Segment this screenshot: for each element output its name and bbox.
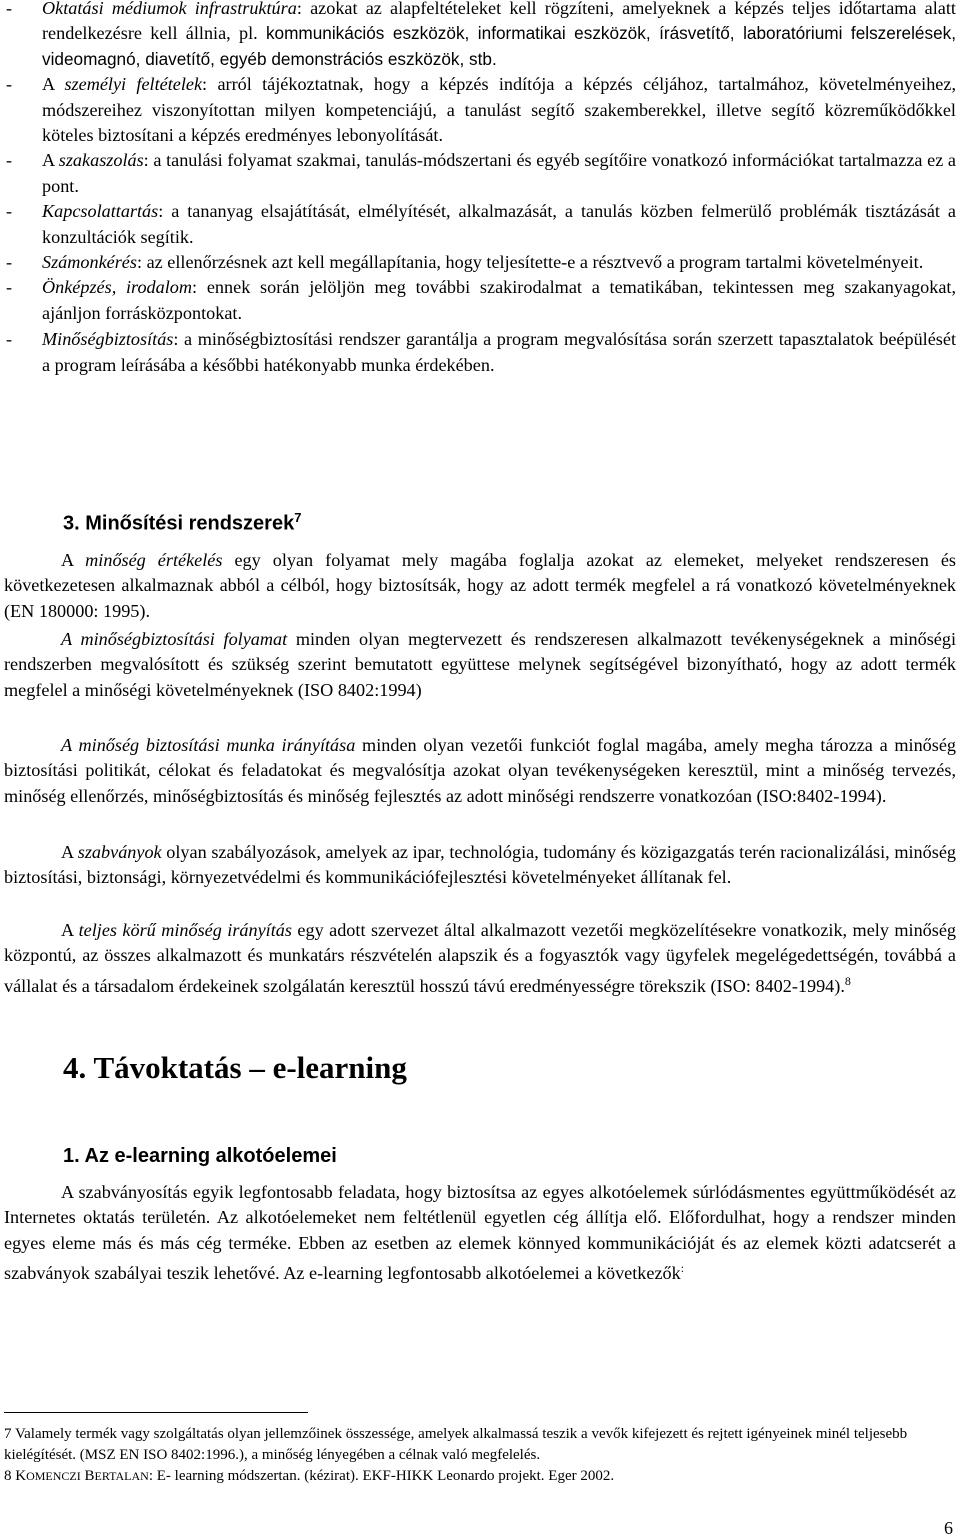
list-term: Kapcsolattartás [42, 201, 159, 222]
list-text: a tanulási folyamat szakmai, tanulás-módszertani és egyéb segítőire vonatkozó információkat tartalmazza ez a pont. [42, 150, 956, 196]
list-item: - A személyi feltételek: arról tájékoztatnak, hogy a képzés indítója a képzés céljához, tartalmához, követelményeihez, módszereihez viszonyítottan milyen kompetenciájú, a tanulást segítő szakemberekkel, illetve segítő közreműködőkkel köteles biztosítani a képzés eredményes lebonyolítását. [6, 74, 956, 146]
list-term: Önképzés, irodalom [42, 277, 193, 298]
list-item: - Oktatási médiumok infrastruktúra: azokat az alapfeltételeket kell rögzíteni, amelyeknek a képzés teljes időtartama alatt rendelkezésre kell állnia, pl. kommunikációs eszközök, informatikai eszközök, írásvetítő, laboratóriumi felszerelések, videomagnó, diavetítő, egyéb demonstrációs eszközök, stb. [4, 0, 956, 72]
list-text: azokat az alapfeltételeket kell rögzíteni, amelyeknek a képzés teljes időtartama alatt rendelkezésre kell állnia, pl. [42, 0, 956, 44]
list-term: személyi feltételek [64, 74, 203, 95]
chapter-title: 4. Távoktatás – e-learning [63, 1050, 407, 1085]
footnote-7: 7 Valamely termék vagy szolgáltatás olyan jellemzőinek összessége, amelyek alkalmassá teszik a vevők kifejezett és rejtett igényeinek minél teljesebb kielégítését. (MSZ EN ISO 8402:1996.), a minőség lényegében a célnak való megfelelés. [4, 1426, 908, 1463]
footnote-8: 8 KOMENCZI BERTALAN: E- learning módszertan. (kézirat). EKF-HIKK Leonardo projekt. Eger 2002. [4, 1468, 615, 1484]
section-heading-3: 3. Minősítési rendszerek$^7$ [63, 510, 302, 535]
paragraph: A minőség értékelés egy olyan folyamat mely magába foglalja azokat az elemeket, melyeket rendszeresen és következetesen alkalmaznak abból a célból, hogy biztosítsák, hogy az adott termék megfelel a rá vonatkozó követelményeknek (EN 180000: 1995). [4, 550, 956, 621]
paragraph: A szabványosítás egyik legfontosabb feladata, hogy biztosítsa az egyes alkotóelemek súrlódásmentes együttműködését az Internetes oktatás területén. Az alkotóelemeket nem feltétlenül egyetlen cég állítja elő. Előfordulhat, hogy a rendszer minden egyes eleme más és más cég terméke. Ebben az esetben az elemek könnyed kommunikációját és az elemek közti adatcserét a szabványok szabályai teszik lehetővé. Az e-learning legfontosabb alkotóelemei a következők: [4, 1182, 956, 1284]
list-term: szakaszolás [58, 150, 144, 171]
list-item: - Kapcsolattartás: a tananyag elsajátítását, elmélyítését, alkalmazását, a tanulás közben felmerülő problémák tisztázását a konzultációk segítik. [6, 201, 956, 247]
footnote-ref: 7 [294, 510, 302, 525]
paragraph: A minőség biztosítási munka irányítása minden olyan vezetői funkciót foglal magába, amely megha tározza a minőség biztosítási politikát, célokat és feladatokat és megvalósítja azokat olyan tevékenységeken keresztül, mint a minőség tervezés, minőség ellenőrzés, minőségbiztosítás és minőség fejlesztés az adott minőségi rendszerre vonatkozóan (ISO:8402-1994). [4, 735, 956, 806]
list-item: - Önképzés, irodalom: ennek során jelöljön meg további szakirodalmat a tematikában, tekintessen meg szakanyagokat, ajánljon forrásközpontokat. [6, 277, 956, 323]
list-dash: - [6, 0, 13, 18]
list-text: ennek során jelöljön meg további szakirodalmat a tematikában, tekintessen meg szakanyagokat, ajánljon forrásközpontokat. [42, 277, 956, 323]
page-number: 6 [944, 1518, 953, 1538]
bullet-list [4, 0, 956, 378]
list-text-sans: kommunikációs eszközök, informatikai eszközök, írásvetítő, laboratóriumi felszerelések, videomagnó, diavetítő, egyéb demonstrációs eszközök, stb. [42, 23, 956, 69]
paragraph: A minőségbiztosítási folyamat minden olyan megtervezett és rendszeresen alkalmazott tevékenységeknek a minőségi rendszerben megvalósított és szükség szerint bemutatott együttese melynek segítségével bizonyítható, hogy az adott termék megfelel a minőségi követelményeknek (ISO 8402:1994) [4, 629, 956, 700]
list-term: Oktatási médiumok infrastruktúra [42, 0, 297, 18]
list-text: a tananyag elsajátítását, elmélyítését, alkalmazását, a tanulás közben felmerülő problémák tisztázását a konzultációk segítik. [42, 201, 956, 247]
list-item: - Számonkérés: az ellenőrzésnek azt kell megállapítania, hogy teljesítette-e a résztvevő a program tartalmi követelményeit. [6, 252, 924, 273]
footnote-ref: 8 [844, 973, 851, 988]
paragraph: A szabványok olyan szabályozások, amelyek az ipar, technológia, tudomány és közigazgatás terén racionalizálási, minőség biztosítási, biztonsági, környezetvédelmi és kommunikációfejlesztési követelményeket állítanak fel. [4, 842, 956, 888]
list-term: Számonkérés [42, 252, 137, 273]
list-term: Minőségbiztosítás [42, 329, 174, 350]
list-text: arról tájékoztatnak, hogy a képzés indítója a képzés céljához, tartalmához, követelményeihez, módszereihez viszonyítottan milyen kompetenciájú, a tanulást segítő szakemberekkel, illetve segítő közreműködőkkel köteles biztosítani a képzés eredményes lebonyolítását. [42, 74, 956, 146]
footnote-separator [4, 1412, 308, 1413]
list-text: az ellenőrzésnek azt kell megállapítania, hogy teljesítette-e a résztvevő a program tartalmi követelményeit. [146, 252, 924, 273]
paragraph: A teljes körű minőség irányítás egy adott szervezet által alkalmazott vezetői megközelítésekre vonatkozik, mely minőség központú, az összes alkalmazott és munkatárs részvételén alapszik és a fogyasztók vagy ügyfelek megelégedettségén, továbbá a vállalat és a társadalom érdekeinek szolgálatán keresztül hosszú távú eredményességre törekszik (ISO: 8402-1994).$^8$ [4, 920, 957, 996]
list-item: - Minőségbiztosítás: a minőségbiztosítási rendszer garantálja a program megvalósítása során szerzett tapasztalatok beépülését a program leírásába a későbbi hatékonyabb munka érdekében. [6, 329, 956, 375]
list-item: - A szakaszolás: a tanulási folyamat szakmai, tanulás-módszertani és egyéb segítőire vonatkozó információkat tartalmazza ez a pont. [6, 150, 956, 196]
section-heading-1: 1. Az e-learning alkotóelemei [63, 1145, 337, 1167]
list-text: a minőségbiztosítási rendszer garantálja a program megvalósítása során szerzett tapasztalatok beépülését a program leírásába a későbbi hatékonyabb munka érdekében. [42, 329, 956, 375]
